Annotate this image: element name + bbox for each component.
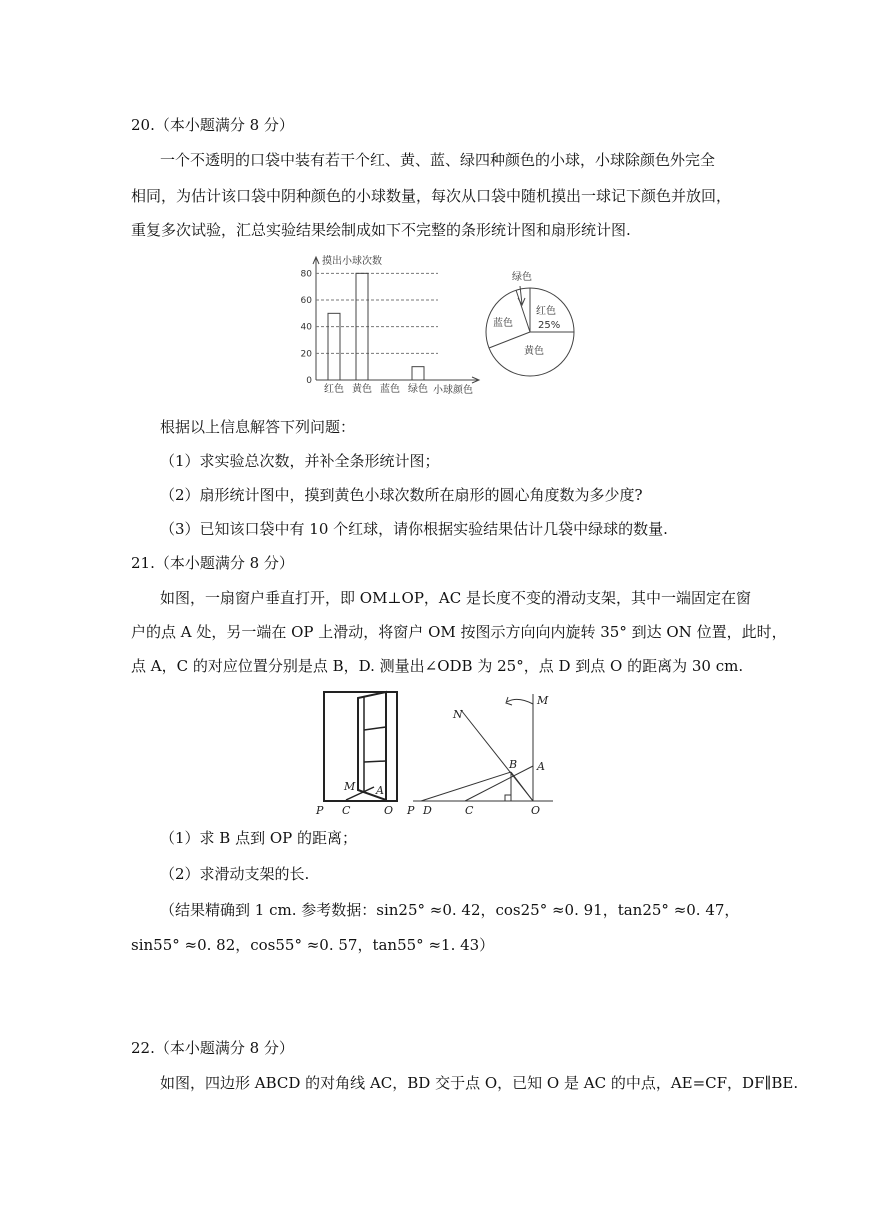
category-label: 蓝色 — [380, 384, 400, 395]
pie-label-green: 绿色 — [512, 272, 532, 283]
label-C-right: C — [465, 804, 474, 817]
q20-heading: 20.（本小题满分 8 分） — [131, 116, 294, 134]
q21-para-line-1: 如图，一扇窗户垂直打开，即 OM⊥OP，AC 是长度不变的滑动支架，其中一端固定在窗 — [160, 589, 752, 607]
category-label: 黄色 — [352, 384, 372, 395]
q21-para-line-3: 点 A，C 的对应位置分别是点 B，D. 测量出∠ODB 为 25°，点 D 到点 O 的距离为 30 cm. — [131, 657, 744, 675]
label-C: C — [342, 804, 351, 817]
label-D: D — [423, 804, 432, 817]
q20-item-1: （1）求实验总次数，并补全条形统计图； — [160, 452, 440, 470]
q22-heading: 22.（本小题满分 8 分） — [131, 1039, 294, 1057]
label-P-right: P — [407, 804, 415, 817]
q21-heading: 21.（本小题满分 8 分） — [131, 554, 294, 572]
label-N: N — [453, 708, 463, 721]
right-angle-mark — [505, 795, 511, 801]
q22-para-line-1: 如图，四边形 ABCD 的对角线 AC，BD 交于点 O，已知 O 是 AC 的中点，AE=CF，DF∥BE. — [160, 1074, 799, 1092]
category-label: 绿色 — [408, 384, 428, 395]
bar-chart — [288, 252, 483, 398]
rotation-arrow — [507, 699, 533, 704]
q20-para-line-3: 重复多次试验，汇总实验结果绘制成如下不完整的条形统计图和扇形统计图. — [131, 221, 631, 239]
y-tick-label: 20 — [300, 349, 312, 360]
rotation-geometry-figure — [405, 690, 557, 818]
pie-label-yellow: 黄色 — [524, 346, 544, 357]
q20-item-3: （3）已知该口袋中有 10 个红球，请你根据实验结果估计几袋中绿球的数量. — [160, 520, 668, 538]
y-tick-label: 0 — [306, 376, 312, 386]
pie-label-red-percent: 25% — [538, 320, 561, 331]
y-tick-label: 80 — [300, 269, 312, 280]
sash-bar — [364, 727, 386, 730]
q21-para-line-2: 户的点 A 处，另一端在 OP 上滑动，将窗户 OM 按图示方向向内旋转 35° 到达 ON 位置，此时， — [131, 623, 787, 641]
line-BO — [511, 772, 533, 801]
sash-bar — [364, 761, 386, 762]
pie-label-red: 红色 — [536, 306, 556, 317]
y-tick-label: 40 — [300, 322, 312, 333]
q20-item-2: （2）扇形统计图中，摸到黄色小球次数所在扇形的圆心角度数为多少度? — [160, 486, 643, 504]
q21-item-1: （1）求 B 点到 OP 的距离； — [160, 829, 358, 847]
q20-para-line-1: 一个不透明的口袋中装有若干个红、黄、蓝、绿四种颜色的小球，小球除颜色外完全 — [160, 151, 716, 169]
pie-label-blue: 蓝色 — [493, 318, 513, 329]
window-figure — [312, 690, 400, 818]
label-P: P — [316, 804, 324, 817]
bar — [328, 313, 340, 380]
label-M: M — [344, 780, 356, 793]
y-tick-label: 60 — [300, 296, 312, 306]
label-A-right: A — [537, 760, 545, 773]
label-O-right: O — [531, 804, 541, 817]
pie-divider — [516, 290, 530, 332]
pie-chart — [480, 262, 580, 382]
q20-para-line-2: 相同，为估计该口袋中阴种颜色的小球数量，每次从口袋中随机摸出一球记下颜色并放回， — [131, 187, 732, 205]
y-axis-label: 摸出小球次数 — [322, 256, 382, 267]
label-B: B — [509, 758, 518, 771]
q21-note-line-1: （结果精确到 1 cm. 参考数据：sin25° ≈0. 42，cos25° ≈0. 91，tan25° ≈0. 47， — [160, 901, 740, 919]
category-label: 红色 — [324, 384, 344, 395]
line-BD — [421, 772, 511, 801]
q21-note-line-2: sin55° ≈0. 82，cos55° ≈0. 57，tan55° ≈1. 43） — [131, 936, 495, 954]
label-A: A — [376, 784, 384, 797]
label-O: O — [384, 804, 394, 817]
label-M-right: M — [537, 694, 549, 707]
q20-prompt: 根据以上信息解答下列问题： — [160, 418, 356, 436]
x-axis-label: 小球颜色 — [433, 385, 473, 396]
q21-item-2: （2）求滑动支架的长. — [160, 865, 310, 883]
bar — [412, 367, 424, 380]
